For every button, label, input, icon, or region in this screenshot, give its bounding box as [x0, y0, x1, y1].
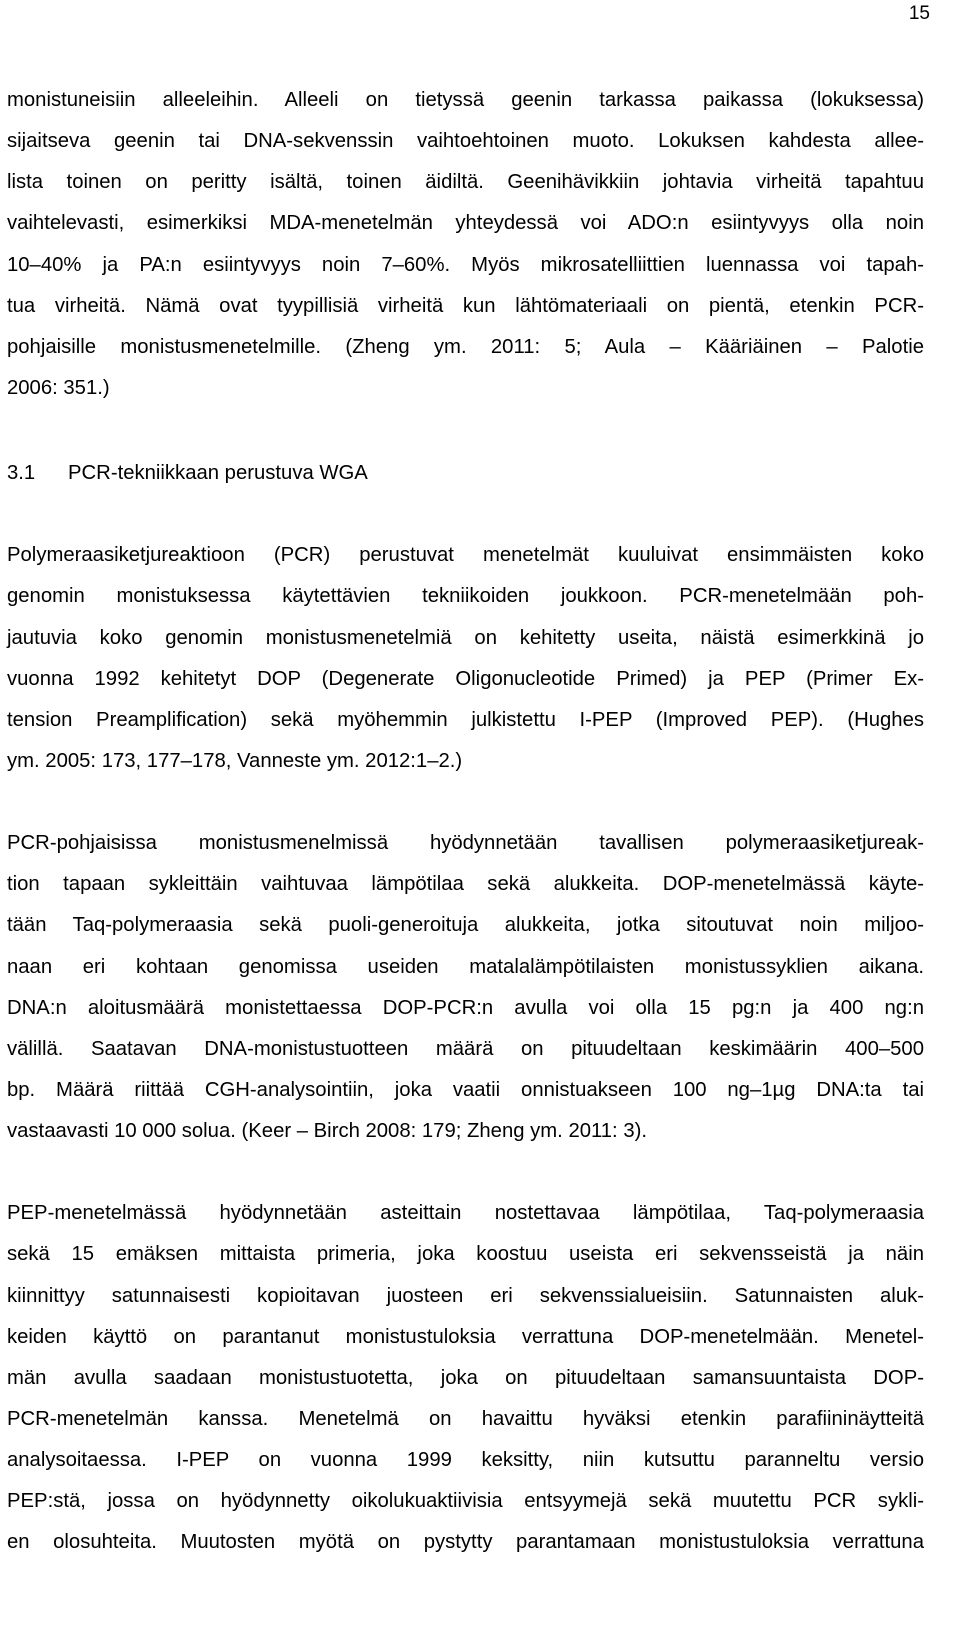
text-line: lista toinen on peritty isältä, toinen äidiltä. Geenihävikkiin johtavia virheitä tapahtuu — [7, 171, 924, 194]
text-line: pohjaisille monistusmenetelmille. (Zheng ym. 2011: 5; Aula – Kääriäinen – Palotie — [7, 335, 924, 358]
text-line: ym. 2005: 173, 177–178, Vanneste ym. 2012:1–2.) — [7, 749, 463, 772]
text-line: tion tapaan sykleittäin vaihtuvaa lämpötilaa sekä alukkeita. DOP-menetelmässä käyte- — [7, 873, 924, 896]
paragraph-pep — [7, 1193, 924, 1563]
page-number: 15 — [908, 3, 930, 24]
text-line: 2006: 351.) — [7, 376, 110, 399]
text-line: vastaavasti 10 000 solua. (Keer – Birch 2008: 179; Zheng ym. 2011: 3). — [7, 1120, 647, 1143]
text-line: tään Taq-polymeraasia sekä puoli-generoituja alukkeita, jotka sitoutuvat noin miljoo- — [7, 914, 924, 937]
text-line: tension Preamplification) sekä myöhemmin julkistettu I-PEP (Improved PEP). (Hughes — [7, 708, 924, 731]
text-line: sekä 15 emäksen mittaista primeria, joka koostuu useista eri sekvensseistä ja näin — [7, 1243, 924, 1266]
text-line: vaihtelevasti, esimerkiksi MDA-menetelmän yhteydessä voi ADO:n esiintyvyys olla noin — [7, 212, 924, 235]
text-line: PCR-menetelmän kanssa. Menetelmä on havaittu hyväksi etenkin parafiininäytteitä — [7, 1407, 924, 1430]
text-line: sijaitseva geenin tai DNA-sekvenssin vaihtoehtoinen muoto. Lokuksen kahdesta allee- — [7, 130, 924, 153]
text-line: keiden käyttö on parantanut monistustuloksia verrattuna DOP-menetelmään. Menetel- — [7, 1325, 924, 1348]
paragraph-pcr-intro — [7, 535, 924, 782]
text-line: DNA:n aloitusmäärä monistettaessa DOP-PCR:n avulla voi olla 15 pg:n ja 400 ng:n — [7, 996, 924, 1019]
text-line: vuonna 1992 kehitetyt DOP (Degenerate Oligonucleotide Primed) ja PEP (Primer Ex- — [7, 667, 924, 690]
paragraph-intro — [7, 80, 924, 409]
paragraph-dop — [7, 823, 924, 1152]
text-line: naan eri kohtaan genomissa useiden matalalämpötilaisten monistussyklien aikana. — [7, 955, 924, 978]
section-heading — [7, 453, 924, 494]
text-line: analysoitaessa. I-PEP on vuonna 1999 keksitty, niin kutsuttu paranneltu versio — [7, 1449, 924, 1472]
text-line: män avulla saadaan monistustuotetta, joka on pituudeltaan samansuuntaista DOP- — [7, 1366, 924, 1389]
document-body — [7, 80, 924, 1564]
text-line: PEP-menetelmässä hyödynnetään asteittain nostettavaa lämpötilaa, Taq-polymeraasia — [7, 1202, 924, 1225]
section-number: 3.1 — [7, 462, 36, 485]
text-line: genomin monistuksessa käytettävien tekniikoiden joukkoon. PCR-menetelmään poh- — [7, 585, 924, 608]
text-line: 10–40% ja PA:n esiintyvyys noin 7–60%. Myös mikrosatelliittien luennassa voi tapah- — [7, 253, 924, 276]
text-line: bp. Määrä riittää CGH-analysointiin, joka vaatii onnistuakseen 100 ng–1µg DNA:ta tai — [7, 1078, 924, 1101]
text-line: monistuneisiin alleeleihin. Alleeli on tietyssä geenin tarkassa paikassa (lokuksessa) — [7, 89, 924, 111]
section-title: PCR-tekniikkaan perustuva WGA — [68, 462, 368, 485]
text-line: PCR-pohjaisissa monistusmenelmissä hyödynnetään tavallisen polymeraasiketjureak- — [7, 832, 924, 855]
text-line: välillä. Saatavan DNA-monistustuotteen määrä on pituudeltaan keskimäärin 400–500 — [7, 1037, 924, 1060]
text-line: PEP:stä, jossa on hyödynnetty oikolukuaktiivisia entsyymejä sekä muutettu PCR sykli- — [7, 1490, 924, 1513]
text-line: jautuvia koko genomin monistusmenetelmiä on kehitetty useita, näistä esimerkkinä jo — [7, 626, 924, 649]
text-line: en olosuhteita. Muutosten myötä on pystytty parantamaan monistustuloksia verrattuna — [7, 1531, 924, 1554]
text-line: kiinnittyy satunnaisesti kopioitavan juosteen eri sekvenssialueisiin. Satunnaisten aluk- — [7, 1284, 924, 1307]
text-line: tua virheitä. Nämä ovat tyypillisiä virheitä kun lähtömateriaali on pientä, etenkin PCR- — [7, 294, 924, 317]
text-line: Polymeraasiketjureaktioon (PCR) perustuvat menetelmät kuuluivat ensimmäisten koko — [7, 544, 924, 567]
